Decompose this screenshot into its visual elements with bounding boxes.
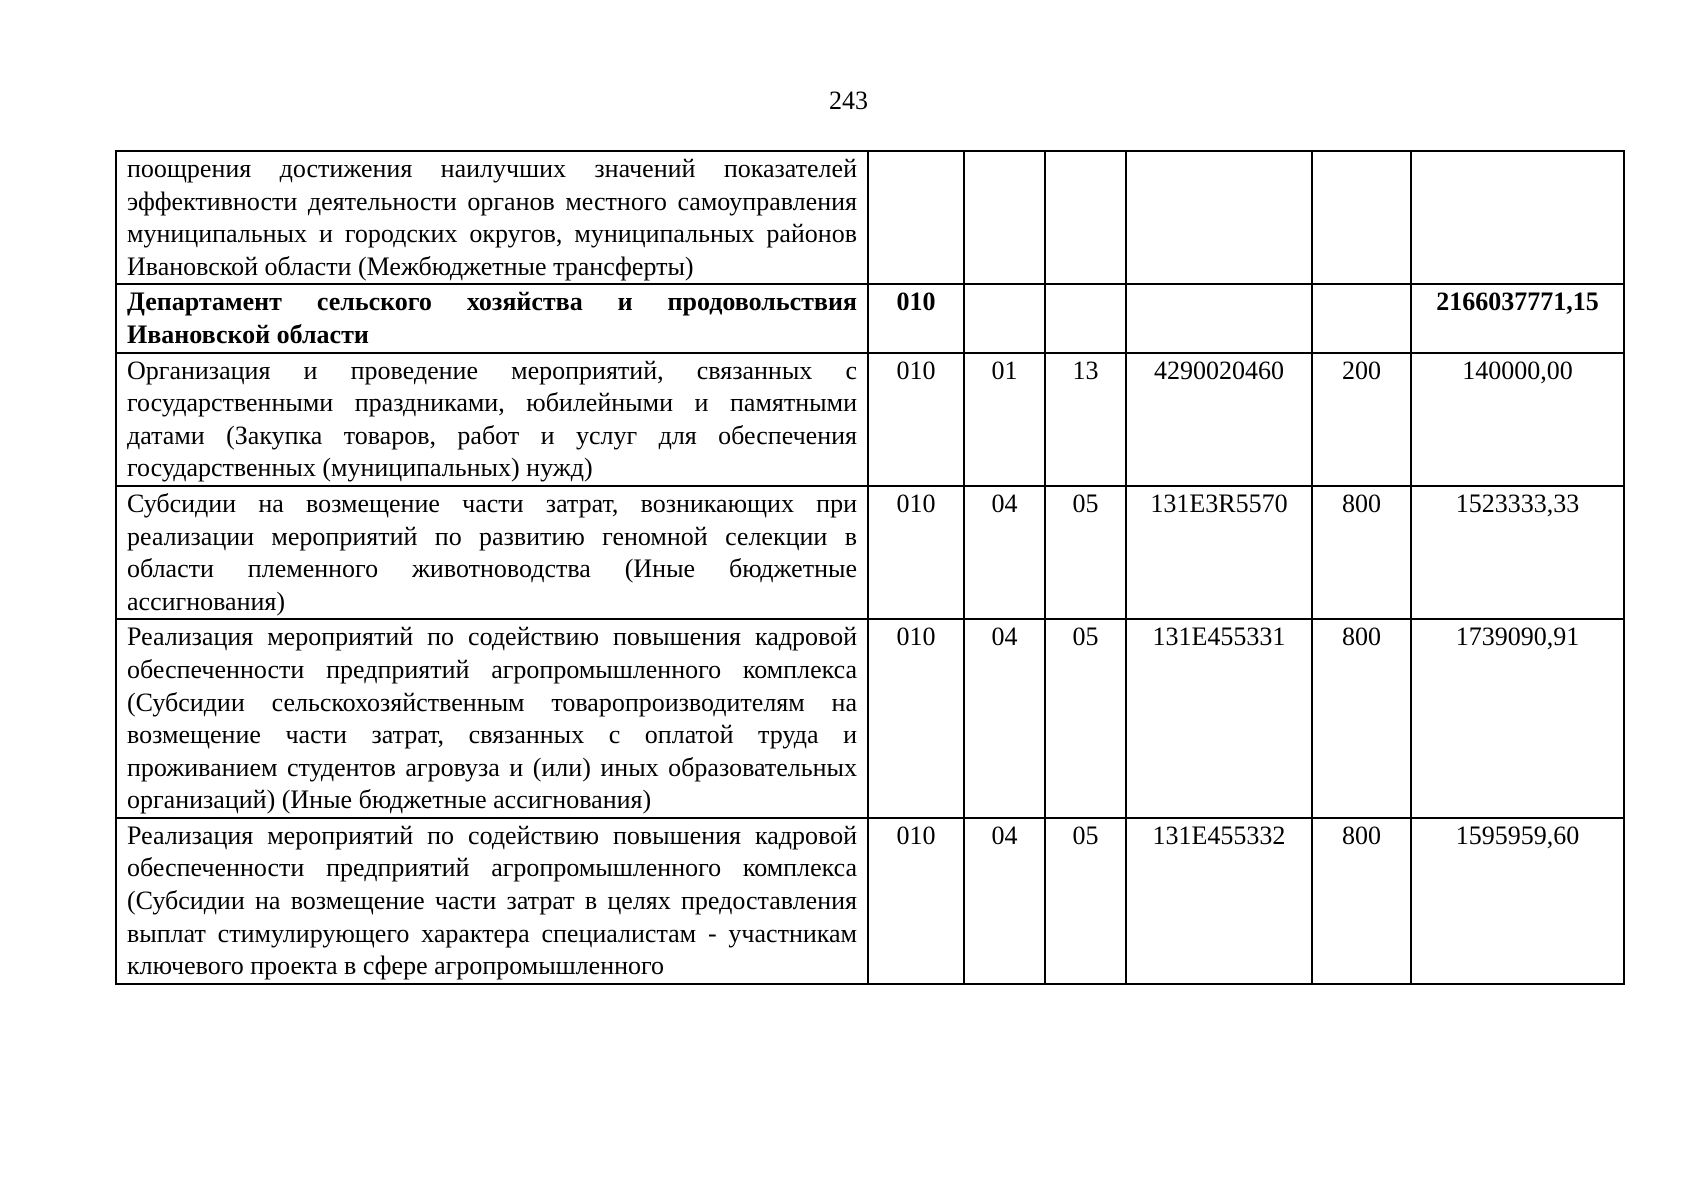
row-section: 04 (964, 619, 1045, 818)
row-section (964, 151, 1045, 284)
row-description: Реализация мероприятий по содействию повышения кадровой обеспеченности предприятий агропромышленного комплекса (Субсидии на возмещение части затрат в целях предоставления выплат стимулирующего характера специалистам - участникам ключевого проекта в сфере агропромышленного (116, 818, 868, 984)
row-description: Реализация мероприятий по содействию повышения кадровой обеспеченности предприятий агропромышленного комплекса (Субсидии сельскохозяйственным товаропроизводителям на возмещение части затрат, связанных с оплатой труда и проживанием студентов агровуза и (или) иных образовательных организаций) (Иные бюджетные ассигнования) (116, 619, 868, 818)
row-description: Организация и проведение мероприятий, связанных с государственными праздниками, юбилейными и памятными датами (Закупка товаров, работ и услуг для обеспечения государственных (муниципальных) нужд) (116, 353, 868, 486)
row-sum: 2166037771,15 (1411, 284, 1624, 352)
row-section: 04 (964, 818, 1045, 984)
row-target-article: 131E3R5570 (1126, 486, 1312, 619)
row-target-article: 131E455331 (1126, 619, 1312, 818)
row-subsection: 13 (1045, 353, 1126, 486)
row-ved: 010 (868, 353, 964, 486)
row-expense-type: 800 (1312, 818, 1411, 984)
row-description: Субсидии на возмещение части затрат, возникающих при реализации мероприятий по развитию геномной селекции в области племенного животноводства (Иные бюджетные ассигнования) (116, 486, 868, 619)
row-sum (1411, 151, 1624, 284)
row-sum: 140000,00 (1411, 353, 1624, 486)
row-subsection (1045, 151, 1126, 284)
row-target-article: 4290020460 (1126, 353, 1312, 486)
table-row (116, 818, 1624, 984)
row-expense-type: 800 (1312, 486, 1411, 619)
row-section: 04 (964, 486, 1045, 619)
row-ved: 010 (868, 818, 964, 984)
row-subsection: 05 (1045, 818, 1126, 984)
row-sum: 1739090,91 (1411, 619, 1624, 818)
table-row (116, 353, 1624, 486)
table-row (116, 284, 1624, 352)
budget-table (115, 150, 1625, 985)
page-number: 243 (829, 86, 868, 115)
row-description: поощрения достижения наилучших значений показателей эффективности деятельности органов местного самоуправления муниципальных и городских округов, муниципальных районов Ивановской области (Межбюджетные трансферты) (116, 151, 868, 284)
row-sum: 1523333,33 (1411, 486, 1624, 619)
row-description: Департамент сельского хозяйства и продовольствия Ивановской области (116, 284, 868, 352)
row-section (964, 284, 1045, 352)
table-row (116, 486, 1624, 619)
row-ved: 010 (868, 284, 964, 352)
row-ved (868, 151, 964, 284)
table-row (116, 151, 1624, 284)
row-section: 01 (964, 353, 1045, 486)
row-target-article (1126, 151, 1312, 284)
row-ved: 010 (868, 619, 964, 818)
row-target-article: 131E455332 (1126, 818, 1312, 984)
row-expense-type (1312, 151, 1411, 284)
row-ved: 010 (868, 486, 964, 619)
row-target-article (1126, 284, 1312, 352)
row-sum: 1595959,60 (1411, 818, 1624, 984)
row-subsection (1045, 284, 1126, 352)
row-subsection: 05 (1045, 486, 1126, 619)
table-row (116, 619, 1624, 818)
row-expense-type (1312, 284, 1411, 352)
row-expense-type: 200 (1312, 353, 1411, 486)
row-subsection: 05 (1045, 619, 1126, 818)
row-expense-type: 800 (1312, 619, 1411, 818)
